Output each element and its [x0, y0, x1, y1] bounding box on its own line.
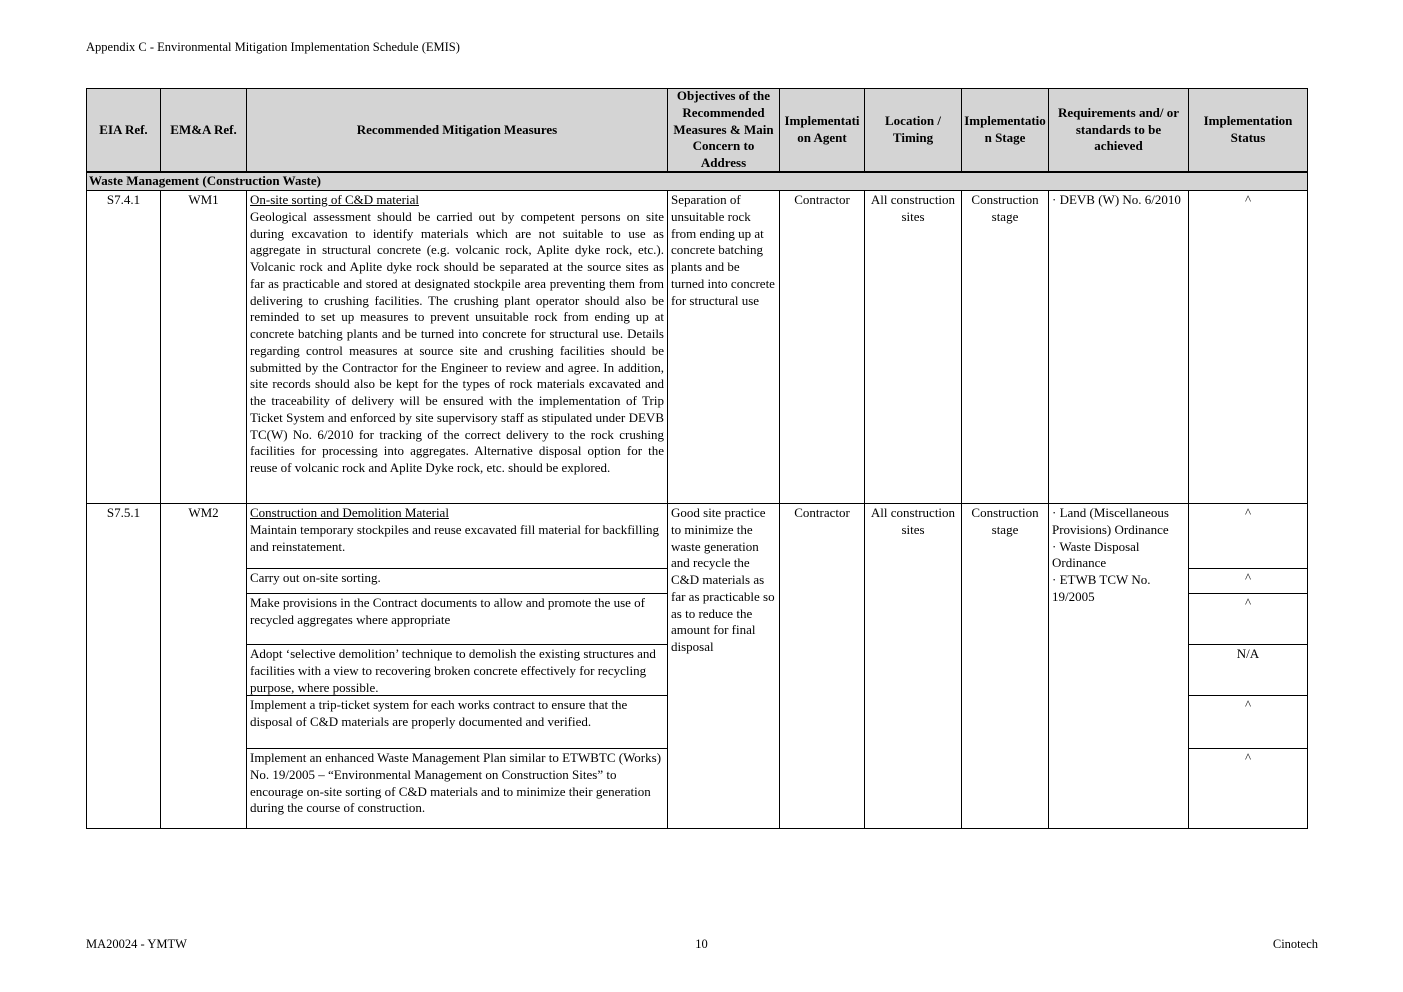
column-header-objectives: Objectives of the Recommended Measures & Main Concern to Address [668, 89, 780, 173]
sub-measure [247, 504, 667, 569]
sub-status: ^ [1189, 594, 1307, 645]
sub-measure: Carry out on-site sorting. [247, 569, 667, 594]
footer-company: Cinotech [1272, 937, 1318, 951]
sub-measure: Make provisions in the Contract documents to allow and promote the use of recycled aggregates where appropriate [247, 594, 667, 645]
sub-status: ^ [1244, 750, 1252, 765]
requirement-item: · DEVB (W) No. 6/2010 [1052, 192, 1181, 207]
requirement-item: · Waste Disposal Ordinance [1052, 538, 1140, 571]
table-row [87, 504, 1307, 828]
agent-cell: Contractor [780, 504, 865, 828]
status-cell [1189, 504, 1307, 828]
column-header-implementation-agent: Implementation Agent [780, 89, 865, 173]
column-header-implementation-status: Implementation Status [1189, 89, 1307, 173]
table-header-row [87, 89, 1307, 173]
requirement-item: · Land (Miscellaneous Provisions) Ordinance [1052, 505, 1169, 537]
measure-body: Geological assessment should be carried out by competent persons on site during excavation to identify materials which are not suitable to use as aggregate in structural concrete (e.g. volcanic rock, Aplite dyke rock, etc.). Volcanic rock and Aplite dyke rock should be separated at the source sites as far as practicable and stored at designated stockpile area preventing them from delivering to crushing facilities. The crushing plant operator should also be reminded to set up measures to prevent unsuitable rock from ending up at concrete batching plants and be turned into concrete for structural use. Details regarding control measures at source site and crushing facilities should be submitted by the Contractor for the Engineer to review and agree. In addition, site records should also be kept for the types of rock materials excavated and the traceability of delivery will be ensured with the implementation of Trip Ticket System and enforced by site supervisory staff as stipulated under DEVB TC(W) No. 6/2010 for tracking of the correct delivery to the rock crushing facilities for processing into aggregates. Alternative disposal option for the reuse of volcanic rock and Aplite Dyke rock, etc. should be explored. [250, 208, 664, 476]
ema-ref-cell: WM2 [161, 504, 247, 828]
requirements-cell [1049, 191, 1189, 504]
location-cell: All construction sites [865, 191, 962, 504]
sub-measure: Implement an enhanced Waste Management Plan similar to ETWBTC (Works) No. 19/2005 – “Environmental Management on Construction Sites” to encourage on-site sorting of C&D materials and to minimize their generation during the course of construction. [250, 750, 662, 816]
sub-measure: Implement a trip-ticket system for each works contract to ensure that the disposal of C&D materials are properly documented and verified. [247, 696, 667, 749]
location-cell: All construction sites [865, 504, 962, 828]
sub-status: ^ [1189, 504, 1307, 569]
sub-measure-text: Maintain temporary stockpiles and reuse excavated fill material for backfilling and reinstatement. [250, 521, 659, 554]
measures-cell [247, 191, 668, 504]
column-header-implementation-stage: Implementation Stage [962, 89, 1049, 173]
stage-cell: Construction stage [962, 504, 1049, 828]
column-header-measures: Recommended Mitigation Measures [247, 89, 668, 173]
eia-ref-cell: S7.5.1 [87, 504, 161, 828]
objectives-cell: Good site practice to minimize the waste generation and recycle the C&D materials as far as practicable so as to reduce the amount for final disposal [668, 504, 780, 828]
stage-cell: Construction stage [962, 191, 1049, 504]
measure-title: On-site sorting of C&D material [250, 192, 419, 207]
sub-measure: Adopt ‘selective demolition’ technique to demolish the existing structures and facilities with a view to recovering broken concrete effectively for recycling purpose, where possible. [247, 645, 667, 696]
requirements-cell [1049, 504, 1189, 828]
column-header-requirements: Requirements and/ or standards to be achieved [1049, 89, 1189, 173]
column-header-ema-ref: EM&A Ref. [161, 89, 247, 173]
requirement-item: · ETWB TCW No. 19/2005 [1052, 572, 1151, 604]
ema-ref-cell: WM1 [161, 191, 247, 504]
eia-ref-cell: S7.4.1 [87, 191, 161, 504]
sub-status: ^ [1189, 696, 1307, 749]
column-header-eia-ref: EIA Ref. [87, 89, 161, 173]
page-title: Appendix C - Environmental Mitigation Implementation Schedule (EMIS) [86, 40, 460, 54]
emis-table [86, 88, 1308, 829]
status-cell: ^ [1189, 191, 1307, 504]
footer-project-ref: MA20024 - YMTW [86, 937, 187, 951]
section-header-label: Waste Management (Construction Waste) [87, 173, 1307, 191]
page-number: 10 [695, 937, 708, 951]
sub-status: N/A [1189, 645, 1307, 696]
objectives-cell: Separation of unsuitable rock from ending up at concrete batching plants and be turned into concrete for structural use [668, 191, 780, 504]
section-header-row [87, 173, 1307, 191]
measures-cell [247, 504, 668, 828]
column-header-location-timing: Location / Timing [865, 89, 962, 173]
measure-title: Construction and Demolition Material [250, 505, 449, 520]
agent-cell: Contractor [780, 191, 865, 504]
sub-status: ^ [1189, 569, 1307, 594]
table-row [87, 191, 1307, 504]
